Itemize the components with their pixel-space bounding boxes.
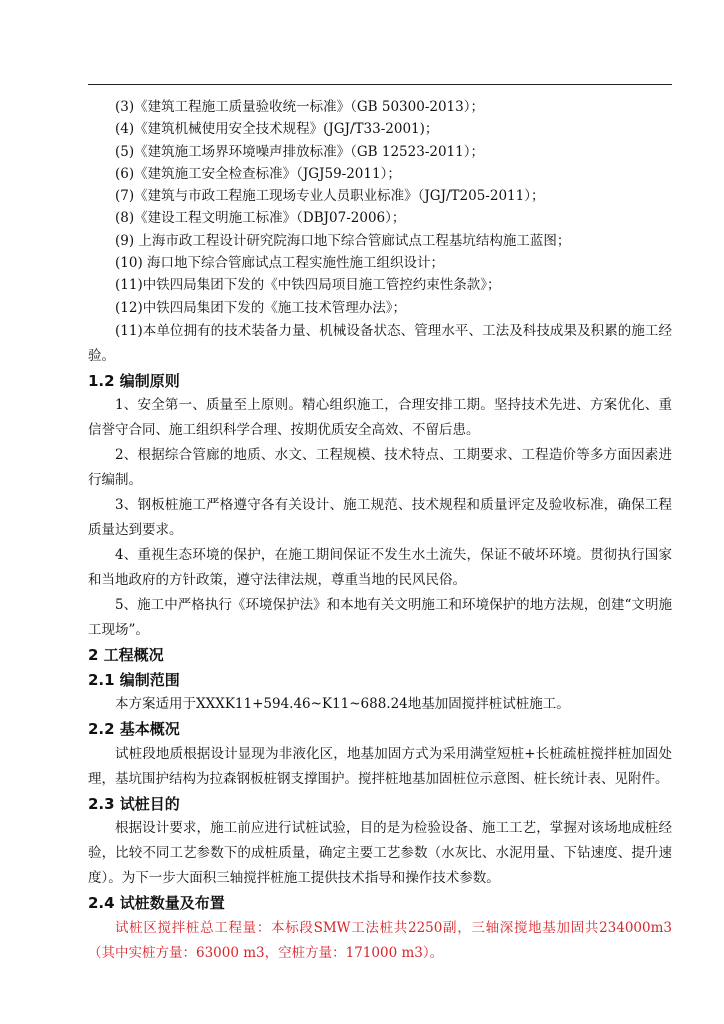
section-heading-2: 2 工程概况 (88, 646, 164, 665)
reference-item: (4)《建筑机械使用安全技术规程》(JGJ/T33-2001)； (115, 121, 439, 138)
header-rule (88, 84, 672, 85)
principle-item: 5、施工中严格执行《环境保护法》和本地有关文明施工和环境保护的地方法规，创建“文明施工现场”。 (88, 597, 672, 639)
principle-item: 2、根据综合管廊的地质、水文、工程规模、技术特点、工期要求、工程造价等多方面因素进行编制。 (88, 447, 672, 489)
section-heading-2-2: 2.2 基本概况 (88, 720, 180, 739)
section-heading-2-1: 2.1 编制范围 (88, 670, 180, 689)
scope-paragraph: 本方案适用于XXXK11+594.46~K11~688.24地基加固搅拌桩试桩施工。 (115, 696, 570, 713)
section-heading-1-2: 1.2 编制原则 (88, 371, 180, 390)
reference-item: (6)《建筑施工安全检查标准》（JGJ59-2011）； (115, 165, 401, 182)
overview-paragraph: 试桩段地质根据设计显现为非液化区，地基加固方式为采用满堂短桩+长桩疏桩搅拌桩加固处理，基坑围护结构为拉森钢板桩钢支撑围护。搅拌桩地基加固桩位示意图、桩长统计表、见附件。 (88, 745, 672, 787)
reference-item: (7)《建筑与市政工程施工现场专业人员职业标准》（JGJ/T205-2011）； (115, 188, 545, 205)
principle-item: 4、重视生态环境的保护，在施工期间保证不发生水土流失，保证不破坏环境。贯彻执行国家和当地政府的方针政策，遵守法律法规，尊重当地的民风民俗。 (88, 547, 672, 589)
document-body (88, 96, 672, 966)
section-heading-2-3: 2.3 试桩目的 (88, 794, 180, 813)
section-heading-2-4: 2.4 试桩数量及布置 (88, 894, 225, 913)
reference-item-last: (11)本单位拥有的技术装备力量、机械设备状态、管理水平、工法及科技成果及积累的施工经验。 (88, 322, 672, 364)
reference-item: (12)中铁四局集团下发的《施工技术管理办法》； (115, 299, 406, 316)
principle-item: 1、安全第一、质量至上原则。精心组织施工，合理安排工期。坚持技术先进、方案优化、重信誉守合同、施工组织科学合理、按期优质安全高效、不留后患。 (88, 397, 672, 439)
reference-item: (8)《建设工程文明施工标准》（DBJ07-2006）； (115, 210, 406, 227)
reference-item: (3)《建筑工程施工质量验收统一标准》（GB 50300-2013）； (115, 99, 484, 115)
quantity-paragraph: 试桩区搅拌桩总工程量：本标段SMW工法桩共2250副，三轴深搅地基加固共234000m3（其中实桩方量：63000 m3，空桩方量：171000 m3）。 (88, 919, 672, 961)
principle-item: 3、钢板桩施工严格遵守各有关设计、施工规范、技术规程和质量评定及验收标准，确保工程质量达到要求。 (88, 497, 672, 539)
purpose-paragraph: 根据设计要求，施工前应进行试桩试验，目的是为检验设备、施工工艺，掌握对该场地成桩经验，比较不同工艺参数下的成桩质量，确定主要工艺参数（水灰比、水泥用量、下钻速度、提升速度）。为下一步大面积三轴搅拌桩施工提供技术指导和操作技术参数。 (88, 820, 672, 887)
reference-item: (9) 上海市政工程设计研究院海口地下综合管廊试点工程基坑结构施工蓝图； (115, 232, 571, 249)
reference-list (88, 96, 672, 319)
reference-item: (10) 海口地下综合管廊试点工程实施性施工组织设计； (115, 255, 445, 272)
reference-item: (5)《建筑施工场界环境噪声排放标准》（GB 12523-2011）； (115, 143, 484, 160)
reference-item: (11)中铁四局集团下发的《中铁四局项目施工管控约束性条款》； (115, 277, 501, 294)
